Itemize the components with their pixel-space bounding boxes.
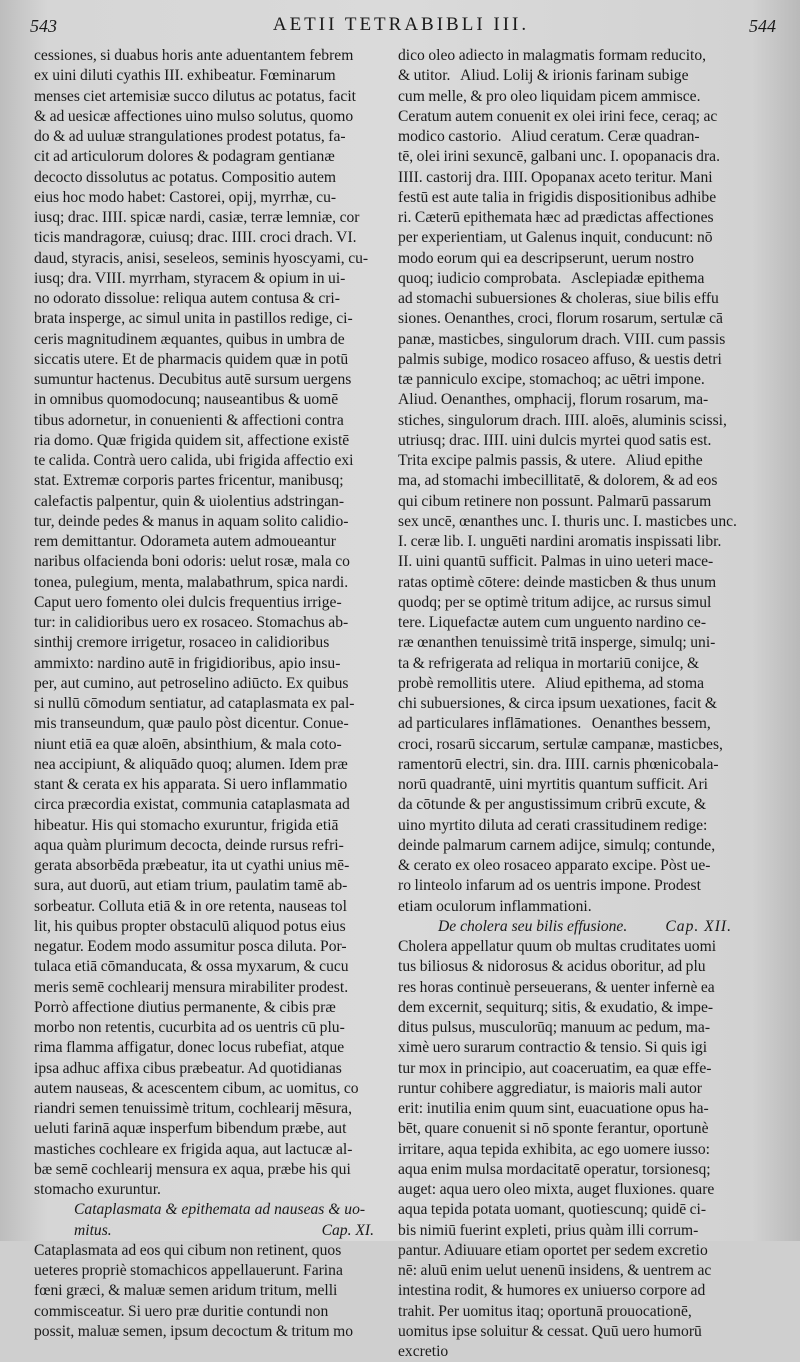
text-line: ræ œnanthen tenuissimè tritā insperge, simulq; uni- — [398, 634, 716, 652]
text-line: tur: in calidioribus uero ex rosaceo. Stomachus ab- — [34, 614, 349, 631]
text-line: siccatis utere. Et de pharmacis quidem quæ in potū — [34, 350, 349, 368]
text-line: brata insperge, ac simul unita in pastillos redige, ci- — [34, 310, 353, 328]
text-line: in omnibus quomodocunq; nauseantibus & uomē — [34, 391, 339, 409]
text-line: croci, rosarū siccarum, sertulæ campanæ, masticbes, — [398, 735, 723, 753]
text-line: II. uini quantū sufficit. Palmas in uino ueteri mace- — [398, 553, 714, 571]
chapter-11-heading — [34, 1200, 382, 1241]
text-line: qui cibum retinere non possunt. Palmarū passarum — [398, 492, 712, 510]
text-line: Caput uero fomento olei dulcis frequentius irrige- — [34, 593, 342, 611]
text-line: iusq; drac. IIII. spicæ nardi, casiæ, terræ lemniæ, cor — [34, 209, 360, 226]
text-line: stomacho exuruntur. — [34, 1181, 161, 1198]
left-body-text — [34, 46, 382, 1200]
text-line: probè remollitis utere. Aliud epithema, ad stoma — [398, 674, 705, 692]
text-line: gerata absorbēda præbeatur, ita ut cyathi unius mē- — [34, 857, 350, 874]
text-line: aqua tepida potata uomant, quotiescunq; quidē ci- — [398, 1201, 707, 1219]
text-line: stat. Extremæ corporis partes fricentur, manibusq; — [34, 472, 344, 490]
text-line: aqua quàm plurimum decocta, deinde rursus refri- — [34, 836, 344, 854]
text-line: lit, his quibus propter obstaculū aliquod potus eius — [34, 917, 346, 935]
text-line: palmis subige, modico rosaceo affuso, & uestis detri — [398, 350, 722, 368]
text-line: mastiches cochleare ex frigida aqua, aut lactucæ al- — [34, 1140, 353, 1158]
text-line: meris semē cochlearij mensura mirabiliter prodest. — [34, 978, 349, 996]
text-line: uomitus ipse soluitur & cessat. Quū uero humorū — [398, 1322, 702, 1340]
text-line: rima flamma affigatur, donec locus rubefiat, atque — [34, 1039, 345, 1057]
text-line: tere. Liquefactæ autem cum unguento nardino ce- — [398, 614, 707, 631]
text-line: tulaca etiā cōmanducata, & ossa myxarum, & cucu — [34, 958, 349, 976]
text-line: si nullū cōmodum sentiatur, ad cataplasmata ex pal- — [34, 695, 355, 712]
text-line: nea accipiunt, & aliquādo quoq; alumen. Idem præ — [34, 755, 348, 773]
text-line: ad particulares inflāmationes. Oenanthes bessem, — [398, 715, 711, 733]
text-line: nē: aluū enim uelut uenenū insidens, & uentrem ac — [398, 1262, 712, 1279]
text-line: riandri semen tenuissimè tritum, cochlearij mēsura, — [34, 1100, 353, 1117]
text-line: panæ, masticbes, singulorum drach. VIII. cum passis — [398, 330, 726, 348]
text-line: commisceatur. Si uero præ duritie contundi non — [34, 1302, 329, 1320]
text-line: tæ panniculo excipe, stomachoq; ac uētri impone. — [398, 371, 705, 388]
text-line: stiches, singulorum drach. IIII. aloēs, aluminis scissi, — [398, 411, 727, 429]
text-line: sumuntur hactenus. Decubitus autē sursum uergens — [34, 371, 352, 388]
text-line: irritare, aqua tepida exhibita, ac ego uomere iusso: — [398, 1140, 710, 1158]
chapter-12-text — [398, 937, 746, 1342]
chapter-12-heading — [398, 917, 746, 937]
text-line: bēt, quare conuenit si nō sponte ferantur, oportunè — [398, 1120, 709, 1138]
text-line: ri. Cæterū epithemata hæc ad prædictas affectiones — [398, 209, 714, 226]
text-line: sex uncē, œnanthes unc. I. thuris unc. I. masticbes unc. — [398, 512, 737, 530]
text-line: etiam oculorum inflammationi. — [398, 897, 592, 915]
text-line: ueluti farinā aquæ insperfum bibendum præbe, aut — [34, 1120, 347, 1138]
text-line: te calida. Contrà uero calida, ubi frigida affectio exi — [34, 452, 354, 469]
page-number-left: 543 — [30, 16, 57, 36]
text-line: no odorato dissolue: reliqua autem contusa & cri- — [34, 290, 340, 307]
text-line: ria domo. Quæ frigida quidem sit, affectione existē — [34, 431, 350, 449]
text-line: deinde palmarum carnem adijce, simulq; contunde, — [398, 836, 716, 854]
text-line: res horas continuè perseuerans, & uenter infernè ea — [398, 978, 715, 996]
text-line: calefactis palpentur, quin & uiolentius adstringan- — [34, 492, 345, 510]
page-header — [26, 14, 776, 40]
text-line: sorbeatur. Colluta etiā & in ore retenta, nauseas tol — [34, 897, 347, 915]
text-line: ex uini diluti cyathis III. exhibeatur. Fœminarum — [34, 67, 336, 85]
text-line: hibeatur. His qui stomacho exuruntur, frigida etiā — [34, 816, 339, 834]
text-line: festū est aute talia in frigidis dispositionibus adhibe — [398, 188, 717, 206]
text-line: tibus adornetur, in conuenienti & affectioni contra — [34, 411, 344, 429]
text-line: sura, aut duorū, aut etiam trium, paulatim tamē ab- — [34, 877, 348, 895]
text-line: ma, ad stomachi imbecillitatē, & dolorem, & ad eos — [398, 472, 718, 490]
text-line: I. ceræ lib. I. unguēti nardini aromatis inspissati libr. — [398, 533, 722, 550]
text-line: Cholera appellatur quum ob multas cruditates uomi — [398, 938, 717, 955]
text-line: uino myrtito diluta ad cerati crassitudinem redige: — [398, 816, 708, 834]
text-line: Aliud. Oenanthes, omphacij, florum rosarum, ma- — [398, 391, 709, 409]
running-title: AETII TETRABIBLI III. — [272, 14, 530, 35]
text-line: autem nauseas, & acescentem cibum, ac uomitus, co — [34, 1079, 359, 1097]
text-line: cessiones, si duabus horis ante aduentantem febrem — [34, 47, 354, 64]
text-line: erit: inutilia enim quum sint, euacuatione opus ha- — [398, 1100, 709, 1117]
text-line: tē, olei irini sexuncē, galbani unc. I. opopanacis dra. — [398, 148, 720, 166]
text-line: ammixto: nardino autē in frigidioribus, apio insu- — [34, 654, 341, 672]
page-number-right: 544 — [749, 16, 776, 36]
chapter-11-title-line1: Cataplasmata & epithemata ad nauseas & uo- — [74, 1201, 366, 1219]
chapter-12-title: De cholera seu bilis effusione. — [438, 917, 628, 935]
text-line: iusq; dra. VIII. myrrham, styracem & opium in ui- — [34, 269, 346, 287]
right-column — [398, 46, 746, 1362]
text-line: utriusq; drac. IIII. uini dulcis myrtei quod satis est. — [398, 431, 712, 449]
text-line: ratas optimè cōtere: deinde masticben & thus unum — [398, 573, 717, 591]
text-line: stant & cerata ex his apparata. Si uero inflammatio — [34, 776, 348, 793]
text-line: aqua enim mulsa mordacitatē operatur, torsionesq; — [398, 1160, 711, 1178]
text-line: siones. Oenanthes, croci, florum rosarum, sertulæ cā — [398, 310, 723, 328]
text-line: decocto dissolutus ac potatus. Compositio autem — [34, 168, 337, 186]
text-line: ceris magnitudinem æquantes, quibus in umbra de — [34, 330, 345, 348]
text-line: circa præcordia existat, communia cataplasmata ad — [34, 796, 350, 814]
text-line: pantur. Adiuuare etiam oportet per sedem excretio — [398, 1241, 708, 1259]
text-line: menses ciet artemisiæ succo dilutus ac potatus, facit — [34, 87, 356, 105]
text-line: Porrò affectione diutius permanente, & cibis præ — [34, 998, 336, 1016]
text-line: cit ad articulorum dolores & podagram gentianæ — [34, 148, 335, 166]
text-line: sinthij cremore irrigetur, rosaceo in calidioribus — [34, 634, 330, 652]
text-line: niunt etiā ea quæ aloēn, absinthium, & mala coto- — [34, 735, 342, 753]
chapter-11-number: Cap. XI. — [321, 1221, 374, 1239]
text-line: IIII. castorij dra. IIII. Opopanax aceto teritur. Mani — [398, 168, 713, 186]
text-line: quoq; iudicio comprobata. Asclepiadæ epithema — [398, 269, 705, 287]
text-line: chi subuersiones, & circa ipsum uexationes, facit & — [398, 695, 717, 712]
text-line: ximè uero surarum contractio & tensio. Si quis igi — [398, 1039, 708, 1057]
left-column — [34, 46, 382, 1342]
text-line: do & ad uuluæ strangulationes prodest potatus, fa- — [34, 128, 346, 145]
text-line: dico oleo adiecto in malagmatis formam reducito, — [398, 47, 707, 64]
text-line: & ad uesicæ affectiones uino mulso solutus, quomo — [34, 107, 354, 125]
text-line: ta & refrigerata ad reliqua in mortariū conijce, & — [398, 654, 700, 672]
text-line: bis nimiū fuerint expleti, prius quàm illi corrum- — [398, 1221, 699, 1239]
text-line: tonea, pulegium, menta, malabathrum, spica nardi. — [34, 573, 349, 591]
text-line: cum melle, & pro oleo liquidam picem ammisce. — [398, 87, 701, 105]
text-line: intestina rodit, & humores ex uniuerso corpore ad — [398, 1282, 706, 1300]
chapter-11-text — [34, 1241, 382, 1342]
text-line: auget: aqua uero oleo mixta, auget fluxiones. quare — [398, 1181, 715, 1198]
text-line: ditus pulsus, musculorūq; manuum ac pedum, ma- — [398, 1019, 711, 1036]
text-line: Cataplasmata ad eos qui cibum non retinent, quos — [34, 1241, 342, 1259]
text-line: naribus olfacienda boni odoris: uelut rosæ, mala co — [34, 553, 350, 571]
text-line: ueteres propriè stomachicos appellauerunt. Farina — [34, 1262, 343, 1279]
text-line: eius hoc modo habet: Castorei, opij, myrrhæ, cu- — [34, 188, 337, 206]
text-line: runtur cohibere aggrediatur, is maioris mali autor — [398, 1079, 702, 1097]
text-line: ticis mandragoræ, cuiusq; drac. IIII. croci drach. VI. — [34, 229, 357, 247]
chapter-11-title-line2: mitus. — [74, 1221, 112, 1239]
text-line: negatur. Eodem modo assumitur posca diluta. Por- — [34, 938, 347, 955]
text-line: bæ semē cochlearij mensura ex aqua, præbe his qui — [34, 1160, 351, 1178]
text-line: tus biliosus & nidorosus & acidus oboritur, ad plu — [398, 958, 706, 976]
text-line: modico castorio. Aliud ceratum. Ceræ quadran- — [398, 128, 700, 145]
text-line: Ceratum autem conuenit ex olei irini fece, ceraq; ac — [398, 107, 718, 125]
text-line: per, aut cumino, aut petroselino adiūcto. Ex quibus — [34, 674, 349, 692]
text-line: trahit. Per uomitus itaq; oportunā prouocationē, — [398, 1302, 692, 1320]
text-line: modo eorum qui ea descripserunt, uerum nostro — [398, 249, 694, 267]
text-line: ad stomachi subuersiones & choleras, siue bilis effu — [398, 290, 719, 307]
text-line: mis transeundum, quæ paulo pòst dicentur. Conue- — [34, 715, 349, 733]
text-line: da cōtunde & per angustissimum cribrū excute, & — [398, 796, 707, 814]
text-line: ipsa adhuc affixa cibus præbeatur. Ad quotidianas — [34, 1059, 342, 1077]
text-line: rem demittantur. Odorameta autem admoueantur — [34, 533, 336, 550]
text-line: per experientiam, ut Galenus inquit, conducunt: nō — [398, 229, 713, 247]
text-line: ro linteolo infarum ad os uentris impone. Prodest — [398, 877, 701, 895]
text-line: tur mox in principio, aut coaceruatim, ea quæ effe- — [398, 1059, 712, 1077]
text-line: quodq; per se optimè tritum adijce, ac rursus simul — [398, 593, 712, 611]
chapter-12-number: Cap. XII. — [665, 917, 732, 935]
right-body-text — [398, 46, 746, 917]
text-line: possit, maluæ semen, ipsum decoctum & tritum mo — [34, 1322, 354, 1340]
text-line: dem excernit, sequiturq; sitis, & exudatio, & impe- — [398, 998, 714, 1016]
text-line: norū quadrantē, uini myrtitis quantum sufficit. Ari — [398, 776, 709, 793]
text-line: & utitor. Aliud. Lolij & irionis farinam subige — [398, 67, 689, 85]
text-line: fœni græci, & maluæ semen aridum tritum, melli — [34, 1282, 338, 1300]
text-line: daud, styracis, anisi, seseleos, seminis hyoscyami, cu- — [34, 249, 369, 267]
text-line: Trita excipe palmis passis, & utere. Aliud epithe — [398, 452, 703, 469]
text-line: morbo non retentis, cucurbita ad os uentris cū plu- — [34, 1019, 345, 1036]
text-line: ramentorū electri, sin. dra. IIII. carnis phœnicobala- — [398, 755, 719, 773]
text-line: & cerato ex oleo rosaceo apparato excipe. Pòst ue- — [398, 857, 711, 874]
catchword: excretio — [398, 1343, 449, 1360]
text-line: tur, deinde pedes & manus in aquam solito calidio- — [34, 512, 349, 530]
